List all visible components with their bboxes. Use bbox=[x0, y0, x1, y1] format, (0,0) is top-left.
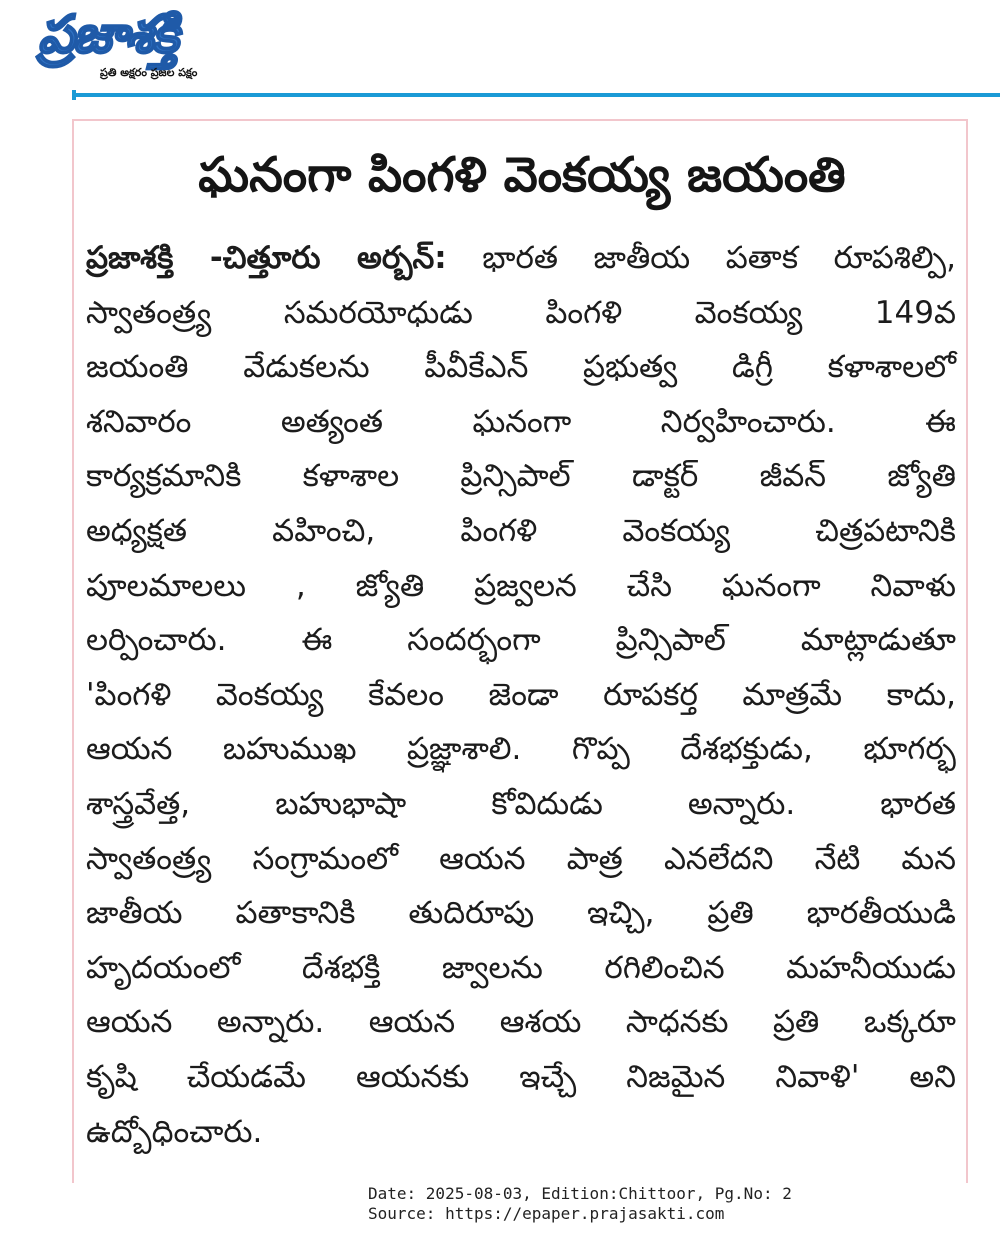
article-line: జయంతి వేడుకలను పీవీకేఎన్ ప్రభుత్వ డిగ్రీ కళాశాలలో bbox=[86, 349, 956, 386]
article-body bbox=[86, 231, 956, 1159]
article-line: ఆయన అన్నారు. ఆయన ఆశయ సాధనకు ప్రతి ఒక్కరూ bbox=[86, 1004, 956, 1041]
article-line: ఆయన బహుముఖ ప్రజ్ఞాశాలి. గొప్ప దేశభక్తుడు, భూగర్భ bbox=[86, 731, 956, 768]
article-line: పూలమాలలు , జ్యోతి ప్రజ్వలన చేసి ఘనంగా నివాళు bbox=[86, 567, 956, 604]
article-line: భారత జాతీయ పతాక రూపశిల్పి, bbox=[482, 240, 956, 276]
header-rule bbox=[72, 93, 1000, 97]
article-line: లర్పించారు. ఈ సందర్భంగా ప్రిన్సిపాల్ మాట్లాడుతూ bbox=[86, 622, 956, 659]
article-line: కార్యక్రమానికి కళాశాల ప్రిన్సిపాల్ డాక్టర్ జీవన్ జ్యోతి bbox=[86, 458, 956, 495]
logo-tagline: ప్రతి అక్షరం ప్రజల పక్షం bbox=[100, 66, 198, 79]
article-line: శాస్త్రవేత్త, బహుభాషా కోవిదుడు అన్నారు. భారత bbox=[86, 785, 956, 822]
logo-wordmark: ప్రజాశక్తి bbox=[38, 5, 177, 65]
footer-source-line: Source: https://epaper.prajasakti.com bbox=[368, 1204, 725, 1223]
article-line: 'పింగళి వెంకయ్య కేవలం జెండా రూపకర్త మాత్రమే కాదు, bbox=[86, 676, 956, 713]
article-line-first bbox=[86, 231, 956, 286]
footer-date-line: Date: 2025-08-03, Edition:Chittoor, Pg.No: 2 bbox=[368, 1184, 792, 1203]
article-line: కృషి చేయడమే ఆయనకు ఇచ్చే నిజమైన నివాళి' అని bbox=[86, 1058, 956, 1095]
article-clipping bbox=[72, 119, 968, 1183]
article-line: జాతీయ పతాకానికి తుదిరూపు ఇచ్చి, ప్రతి భారతీయుడి bbox=[86, 895, 956, 932]
article-line: శనివారం అత్యంత ఘనంగా నిర్వహించారు. ఈ bbox=[86, 403, 956, 440]
article-headline: ఘనంగా పింగళి వెంకయ్య జయంతి bbox=[198, 147, 846, 203]
masthead-logo bbox=[38, 4, 288, 90]
article-line: స్వాతంత్ర్య సమరయోధుడు పింగళి వెంకయ్య 149వ bbox=[86, 294, 956, 331]
article-line: హృదయంలో దేశభక్తి జ్వాలను రగిలించిన మహనీయుడు bbox=[86, 949, 956, 986]
source-footer bbox=[368, 1184, 792, 1224]
article-line: అధ్యక్షత వహించి, పింగళి వెంకయ్య చిత్రపటానికి bbox=[86, 512, 956, 549]
article-line: ఉద్బోధించారు. bbox=[86, 1113, 263, 1150]
article-line: స్వాతంత్ర్య సంగ్రామంలో ఆయన పాత్ర ఎనలేదని నేటి మన bbox=[86, 840, 956, 877]
article-dateline: ప్రజాశక్తి -చిత్తూరు అర్బన్: bbox=[86, 240, 447, 276]
